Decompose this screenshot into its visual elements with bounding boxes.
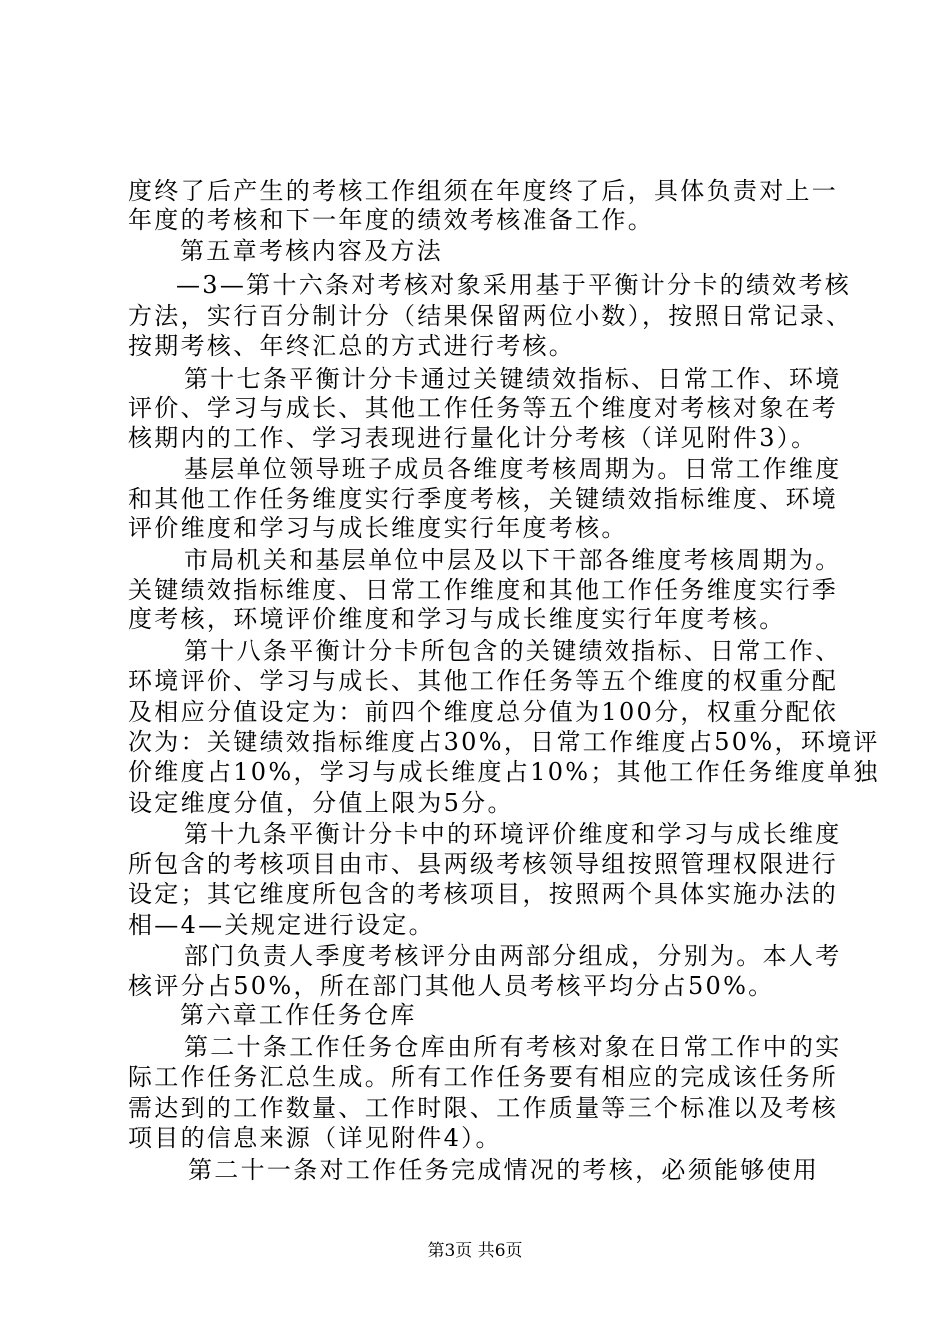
text-line: 评价维度和学习与成长维度实行年度考核。: [128, 514, 628, 542]
text-line: 需达到的工作数量、工作时限、工作质量等三个标准以及考核: [128, 1094, 839, 1122]
page-number-footer: 第3页 共6页: [427, 1241, 523, 1261]
text-line: 价维度占10%，学习与成长维度占10%；其他工作任务维度单独: [128, 758, 880, 786]
text-line: 第二十一条对工作任务完成情况的考核，必须能够使用: [188, 1156, 820, 1184]
text-line: 部门负责人季度考核评分由两部分组成，分别为。本人考: [184, 942, 842, 970]
text-line: 相—4—关规定进行设定。: [128, 911, 435, 939]
text-line: 度终了后产生的考核工作组须在年度终了后，具体负责对上一: [128, 177, 839, 205]
text-line: 按期考核、年终汇总的方式进行考核。: [128, 332, 576, 360]
text-line: 设定维度分值，分值上限为5分。: [128, 789, 514, 817]
text-line: 核期内的工作、学习表现进行量化计分考核（详见附件3）。: [128, 424, 818, 452]
text-line: 基层单位领导班子成员各维度考核周期为。日常工作维度: [184, 455, 842, 483]
text-line: 度考核，环境评价维度和学习与成长维度实行年度考核。: [128, 605, 786, 633]
text-line: 所包含的考核项目由市、县两级考核领导组按照管理权限进行: [128, 850, 839, 878]
text-line: 第十九条平衡计分卡中的环境评价维度和学习与成长维度: [184, 820, 842, 848]
chapter-heading: 第六章工作任务仓库: [180, 1001, 417, 1029]
text-line: 方法，实行百分制计分（结果保留两位小数），按照日常记录、: [128, 302, 853, 330]
chapter-heading: 第五章考核内容及方法: [180, 237, 443, 265]
text-line: 及相应分值设定为：前四个维度总分值为100分，权重分配依: [128, 698, 839, 726]
text-line: 年度的考核和下一年度的绩效考核准备工作。: [128, 206, 654, 234]
text-line: 第二十条工作任务仓库由所有考核对象在日常工作中的实: [184, 1033, 842, 1061]
text-line: 市局机关和基层单位中层及以下干部各维度考核周期为。: [184, 546, 842, 574]
text-line: 关键绩效指标维度、日常工作维度和其他工作任务维度实行季: [128, 576, 839, 604]
text-line: 际工作任务汇总生成。所有工作任务要有相应的完成该任务所: [128, 1063, 839, 1091]
text-line: 设定；其它维度所包含的考核项目，按照两个具体实施办法的: [128, 880, 839, 908]
text-line: 环境评价、学习与成长、其他工作任务等五个维度的权重分配: [128, 667, 839, 695]
text-line: 评价、学习与成长、其他工作任务等五个维度对考核对象在考: [128, 394, 839, 422]
text-line: 核评分占50%，所在部门其他人员考核平均分占50%。: [128, 972, 775, 1000]
text-line: 次为：关键绩效指标维度占30%，日常工作维度占50%，环境评: [128, 728, 880, 756]
text-line: 第十八条平衡计分卡所包含的关键绩效指标、日常工作、: [184, 637, 842, 665]
text-line: 项目的信息来源（详见附件4）。: [128, 1124, 502, 1152]
text-line: 和其他工作任务维度实行季度考核，关键绩效指标维度、环境: [128, 485, 839, 513]
text-line: —3—第十六条对考核对象采用基于平衡计分卡的绩效考核: [176, 271, 852, 299]
text-line: 第十七条平衡计分卡通过关键绩效指标、日常工作、环境: [184, 365, 842, 393]
